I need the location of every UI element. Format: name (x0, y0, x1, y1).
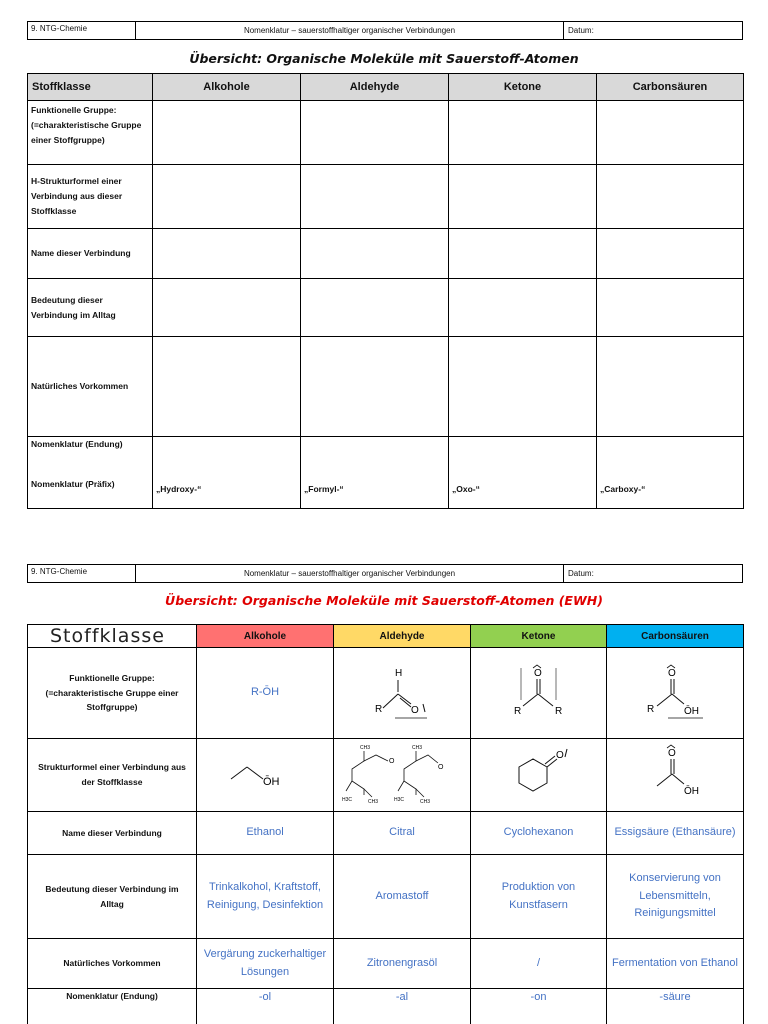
row-label: Name dieser Verbindung (28, 229, 153, 279)
row-label (28, 437, 153, 509)
compound-name: Cyclohexanon (471, 812, 607, 855)
prefix-cell: „Oxo-“ (449, 437, 597, 509)
table-row (28, 279, 744, 337)
table-row (28, 739, 744, 812)
svg-text:R: R (647, 703, 655, 715)
cyclohexanone-structure-cell (471, 739, 607, 812)
ending-text: -al (334, 989, 471, 1024)
answer-cell[interactable] (301, 101, 449, 165)
compound-name: Essigsäure (Ethansäure) (607, 812, 744, 855)
answer-cell[interactable] (449, 101, 597, 165)
table-row (28, 812, 744, 855)
sheet1-header (27, 21, 743, 40)
carboxyl-group-cell (607, 648, 744, 739)
svg-text:R: R (513, 705, 521, 717)
acetic-acid-structure (635, 742, 715, 804)
svg-text:O: O (555, 749, 564, 761)
row-label: Funktionelle Gruppe: (=charakteristische Gruppe einer Stoffgruppe) (28, 648, 197, 739)
compound-name: Citral (334, 812, 471, 855)
occurrence-text: / (471, 939, 607, 989)
sheet1-title: Übersicht: Organische Moleküle mit Sauerstoff-Atomen (189, 51, 579, 66)
column-header-alkohole: Alkohole (197, 625, 334, 648)
svg-text:O: O (411, 704, 419, 716)
citral-structure (342, 741, 462, 805)
answer-cell[interactable] (597, 101, 744, 165)
compound-name: Ethanol (197, 812, 334, 855)
prefix-cell: „Formyl-“ (301, 437, 449, 509)
answer-cell[interactable] (449, 229, 597, 279)
answer-cell[interactable] (153, 279, 301, 337)
svg-text:O: O (389, 757, 395, 765)
table-row (28, 939, 744, 989)
svg-text:H3C: H3C (394, 796, 405, 803)
class-label: 9. NTG-Chemie (28, 565, 136, 582)
svg-text:H3C: H3C (342, 796, 353, 803)
ketone-group-cell (471, 648, 607, 739)
svg-text:CH3: CH3 (360, 744, 371, 751)
importance-text: Konservierung von Lebensmitteln, Reinigungsmittel (607, 855, 744, 939)
sheet2-header (27, 564, 743, 583)
svg-text:O: O (668, 667, 676, 679)
row-label: Nomenklatur (Endung) (28, 989, 197, 1024)
citral-structure-cell (334, 739, 471, 812)
table-row (28, 855, 744, 939)
row-label: Name dieser Verbindung (28, 812, 197, 855)
svg-text:ŌH: ŌH (263, 775, 280, 788)
answer-cell[interactable] (301, 337, 449, 437)
svg-text:R: R (375, 703, 383, 715)
sheet2-title: Übersicht: Organische Moleküle mit Sauerstoff-Atomen (EWH) (165, 593, 603, 608)
row-label: Natürliches Vorkommen (28, 337, 153, 437)
row-label: Natürliches Vorkommen (28, 939, 197, 989)
answer-cell[interactable] (449, 165, 597, 229)
table-row (28, 165, 744, 229)
column-header: Stoffklasse (28, 74, 153, 101)
column-header-ketone: Ketone (471, 625, 607, 648)
answer-cell[interactable] (597, 165, 744, 229)
answer-cell[interactable] (153, 101, 301, 165)
answer-cell[interactable] (153, 337, 301, 437)
answer-cell[interactable] (449, 337, 597, 437)
table-row (28, 101, 744, 165)
table-row (28, 337, 744, 437)
svg-text:CH3: CH3 (412, 744, 423, 751)
class-label: 9. NTG-Chemie (28, 22, 136, 39)
alcohol-group-formula: R-ŌH (197, 648, 334, 739)
column-header: Carbonsäuren (597, 74, 744, 101)
svg-text:O: O (533, 667, 542, 679)
answer-cell[interactable] (597, 279, 744, 337)
column-header-aldehyde: Aldehyde (334, 625, 471, 648)
svg-text:ŌH: ŌH (684, 785, 699, 797)
row-label: Bedeutung dieser Verbindung im Alltag (28, 855, 197, 939)
importance-text: Trinkalkohol, Kraftstoff, Reinigung, Desinfektion (197, 855, 334, 939)
importance-text: Aromastoff (334, 855, 471, 939)
ketone-group-diagram (499, 660, 579, 722)
carboxyl-group-diagram (635, 660, 715, 722)
answer-cell[interactable] (301, 165, 449, 229)
prefix-label: Nomenklatur (Präfix) (31, 478, 115, 489)
ending-text: -ol (197, 989, 334, 1024)
column-header: Ketone (449, 74, 597, 101)
row-label: Bedeutung dieser Verbindung im Alltag (28, 279, 153, 337)
answer-cell[interactable] (449, 279, 597, 337)
column-header: Alkohole (153, 74, 301, 101)
acetic-acid-structure-cell (607, 739, 744, 812)
row-label: Funktionelle Gruppe: (=charakteristische Gruppe einer Stoffgruppe) (28, 101, 153, 165)
overview-table-solution (27, 624, 744, 1024)
aldehyde-group-cell (334, 648, 471, 739)
svg-text:O: O (438, 763, 444, 771)
importance-text: Produktion von Kunstfasern (471, 855, 607, 939)
row-label: H-Strukturformel einer Verbindung aus dieser Stoffklasse (28, 165, 153, 229)
occurrence-text: Fermentation von Ethanol (607, 939, 744, 989)
occurrence-text: Zitronengrasöl (334, 939, 471, 989)
answer-cell[interactable] (153, 165, 301, 229)
date-label: Datum: (568, 26, 594, 35)
svg-text:ŌH: ŌH (684, 705, 699, 717)
topic-label: Nomenklatur – sauerstoffhaltiger organischer Verbindungen (136, 565, 564, 582)
table-row (28, 648, 744, 739)
table-header-row (28, 74, 744, 101)
answer-cell[interactable] (153, 229, 301, 279)
table-header-row (28, 625, 744, 648)
topic-label: Nomenklatur – sauerstoffhaltiger organischer Verbindungen (136, 22, 564, 39)
answer-cell[interactable] (301, 229, 449, 279)
column-header-carbonsaeuren: Carbonsäuren (607, 625, 744, 648)
svg-text:CH3: CH3 (420, 798, 431, 805)
ending-text: -on (471, 989, 607, 1024)
cyclohexanone-structure (499, 743, 579, 803)
table-row (28, 229, 744, 279)
row-label: Strukturformel einer Verbindung aus der Stoffklasse (28, 739, 197, 812)
prefix-cell: „Hydroxy-“ (153, 437, 301, 509)
ethanol-structure (225, 753, 305, 793)
occurrence-text: Vergärung zuckerhaltiger Lösungen (197, 939, 334, 989)
answer-cell[interactable] (597, 229, 744, 279)
table-row (28, 989, 744, 1024)
date-label: Datum: (568, 569, 594, 578)
column-header: Aldehyde (301, 74, 449, 101)
answer-cell[interactable] (597, 337, 744, 437)
table-row (28, 437, 744, 509)
svg-text:R: R (554, 705, 562, 717)
ethanol-structure-cell (197, 739, 334, 812)
ending-text: -säure (607, 989, 744, 1024)
answer-cell[interactable] (301, 279, 449, 337)
prefix-cell: „Carboxy-“ (597, 437, 744, 509)
ending-label: Nomenklatur (Endung) (31, 439, 123, 449)
aldehyde-group-diagram (367, 660, 437, 722)
column-header: Stoffklasse (28, 625, 197, 648)
svg-text:O: O (668, 747, 676, 759)
overview-table-blank (27, 73, 744, 509)
svg-text:CH3: CH3 (368, 798, 379, 805)
svg-text:H: H (395, 667, 403, 679)
